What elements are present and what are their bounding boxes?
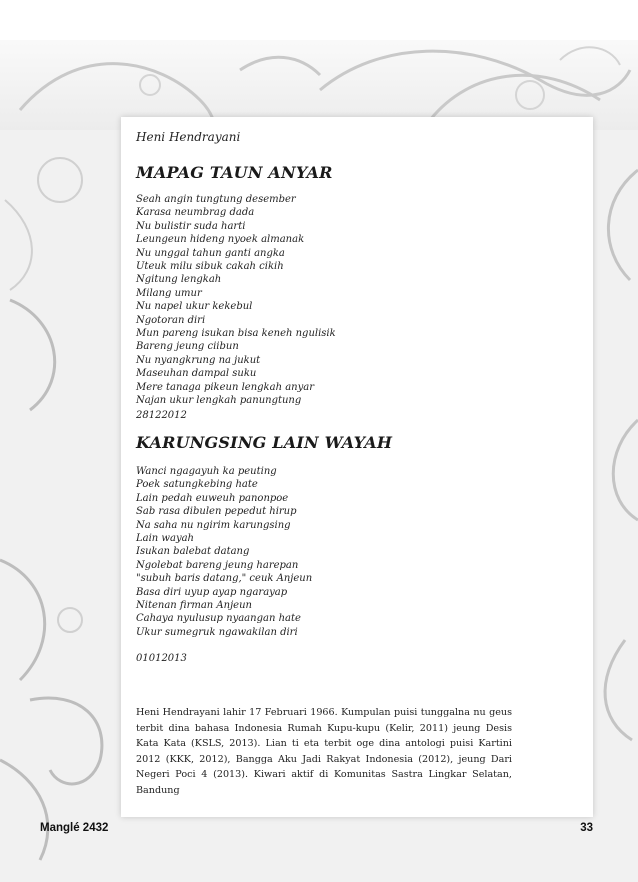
magazine-issue: Manglé 2432 bbox=[40, 822, 109, 834]
poem-line: Leungeun hideng nyoek almanak bbox=[136, 234, 305, 246]
poem-line: Mun pareng isukan bisa keneh ngulisik bbox=[136, 328, 336, 340]
author-name: Heni Hendrayani bbox=[136, 130, 241, 144]
poem-line: Seah angin tungtung desember bbox=[136, 194, 296, 205]
poem-line: Milang umur bbox=[136, 287, 202, 299]
poem-body bbox=[136, 193, 336, 408]
poem-line: Bareng jeung ciibun bbox=[136, 341, 239, 353]
poem-title: MAPAG TAUN ANYAR bbox=[136, 163, 333, 182]
poem-line: Nu bulistir suda harti bbox=[136, 220, 246, 232]
poem-line: Nitenan firman Anjeun bbox=[136, 600, 252, 612]
poem-line: Uteuk milu sibuk cakah cikih bbox=[136, 261, 284, 273]
poem-line: Mere tanaga pikeun lengkah anyar bbox=[136, 381, 314, 393]
poem-line: Karasa neumbrag dada bbox=[136, 207, 255, 219]
poem-line: Maseuhan dampal suku bbox=[136, 368, 257, 380]
poem-line: Nu unggal tahun ganti angka bbox=[136, 247, 285, 259]
author-bio: Heni Hendrayani lahir 17 Februari 1966. Kumpulan puisi tunggalna nu geus terbit dina bahasa Indonesia Rumah Kupu-kupu (Kelir, 2011) jeung Desis Kata Kata (KSLS, 2013). Lian ti eta terbit oge dina antologi puisi Kartini 2012 (KKK, 2012), Bangga Aku Jadi Rakyat Indonesia (2012), jeung Dari Negeri Poci 4 (2013). Kiwari aktif di Komunitas Sastra Lingkar Selatan, Bandung bbox=[136, 707, 512, 796]
poem-line: Lain wayah bbox=[136, 533, 194, 545]
poem-line: Lain pedah euweuh panonpoe bbox=[136, 492, 289, 504]
poem-line: Ukur sumegruk ngawakilan diri bbox=[136, 626, 298, 638]
poem-date: 28122012 bbox=[136, 410, 187, 421]
poem-line: Ngolebat bareng jeung harepan bbox=[136, 559, 299, 571]
poem-line: Ngitung lengkah bbox=[136, 274, 222, 286]
poem-line: Najan ukur lengkah panungtung bbox=[136, 395, 302, 407]
poem-line: Nu nyangkrung na jukut bbox=[136, 354, 261, 366]
poem-date: 01012013 bbox=[136, 653, 187, 664]
poem-line: Na saha nu ngirim karungsing bbox=[136, 519, 291, 531]
page-number: 33 bbox=[580, 822, 593, 834]
poem-line: Ngotoran diri bbox=[136, 314, 206, 326]
poem-line: Poek satungkebing hate bbox=[136, 479, 258, 491]
poem-body bbox=[136, 465, 312, 639]
poem-line: Basa diri uyup ayap ngarayap bbox=[136, 586, 288, 598]
poem-line: Wanci ngagayuh ka peuting bbox=[136, 466, 277, 477]
poem-title: KARUNGSING LAIN WAYAH bbox=[136, 433, 393, 452]
poem-line: Isukan balebat datang bbox=[136, 546, 250, 558]
poem-line: "subuh baris datang," ceuk Anjeun bbox=[136, 573, 313, 585]
poem-line: Nu napel ukur kekebul bbox=[136, 301, 253, 313]
poem-line: Sab rasa dibulen pepedut hirup bbox=[136, 506, 297, 518]
poem-line: Cahaya nyulusup nyaangan hate bbox=[136, 613, 301, 625]
